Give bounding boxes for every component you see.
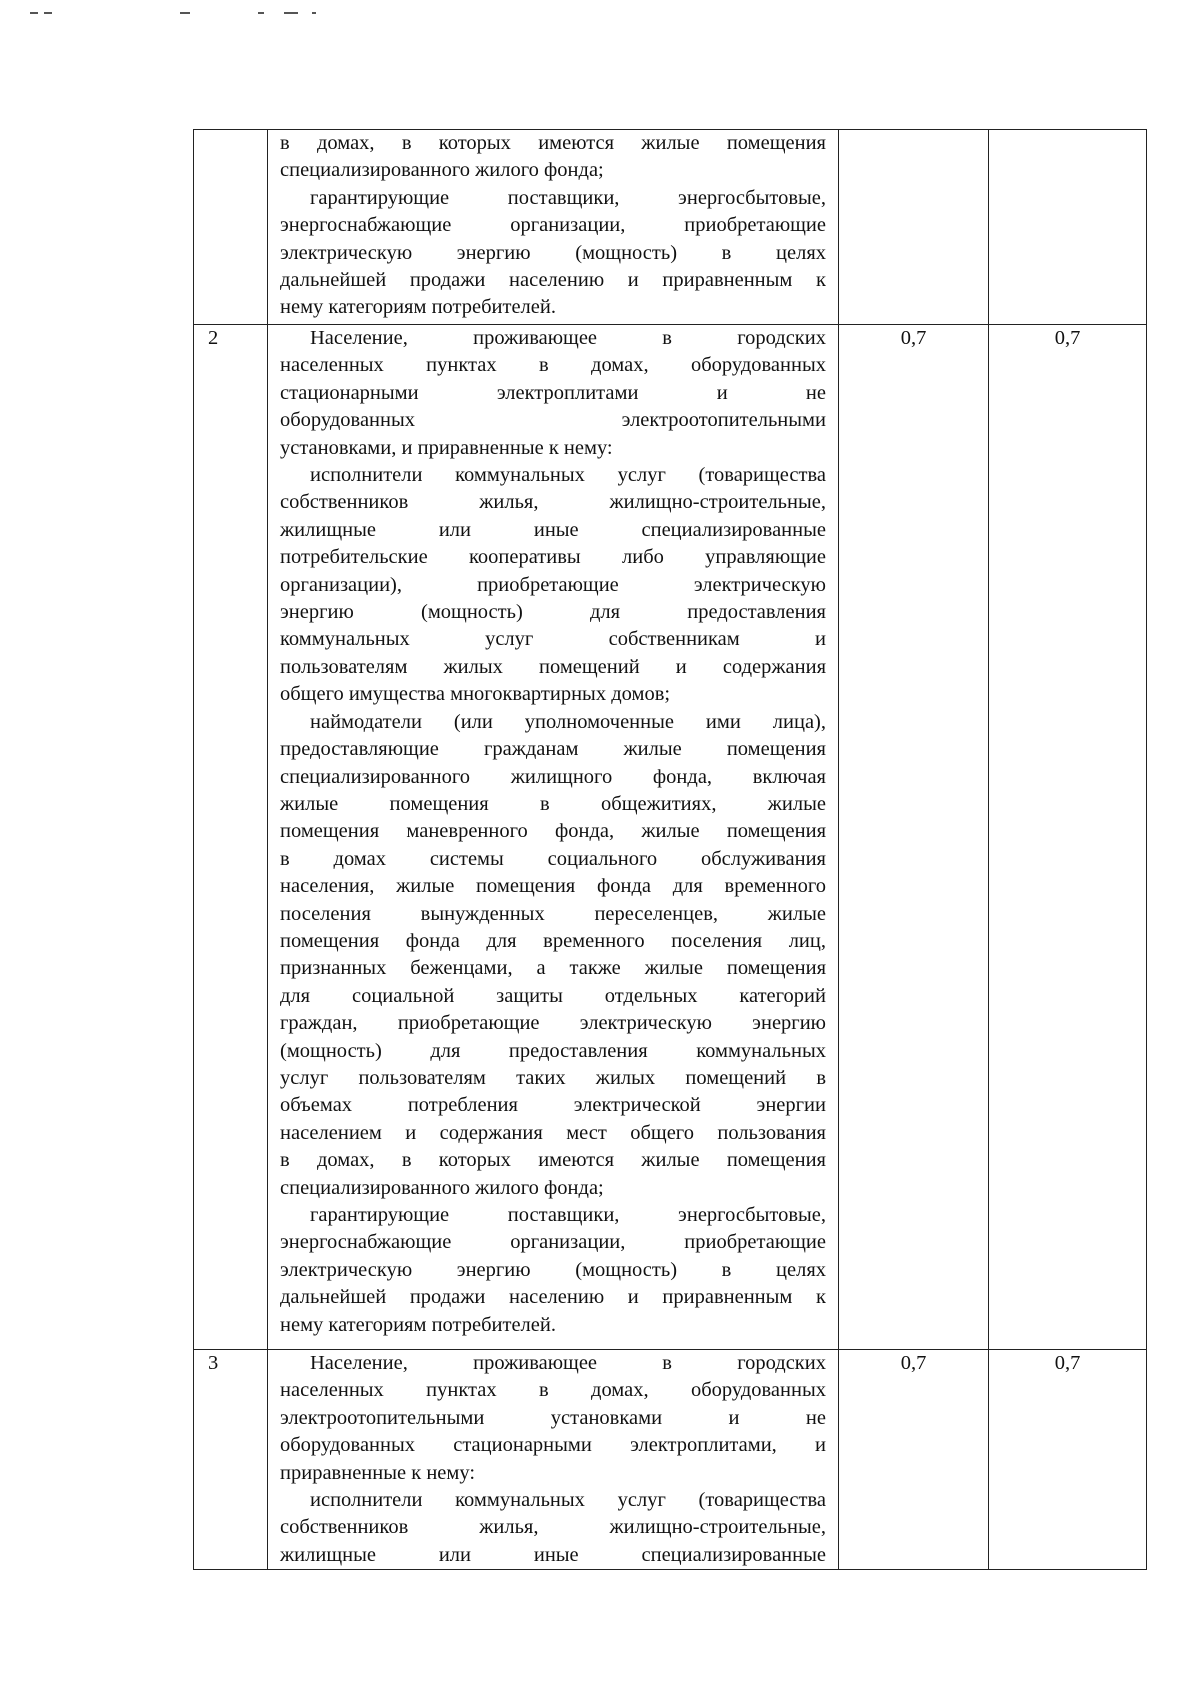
text-line: жилищные или иные специализированные	[280, 518, 826, 541]
text-line: помещения фонда для временного поселения лиц,	[280, 929, 826, 952]
table-row	[194, 1350, 1147, 1570]
text-line: энергоснабжающие организации, приобретающие	[280, 214, 826, 237]
text-line: потребительские кооперативы либо управляющие	[280, 546, 826, 569]
text-line: (мощность) для предоставления коммунальных	[280, 1039, 826, 1062]
text-line: стационарными электроплитами и не	[280, 381, 826, 404]
value-col-2	[989, 130, 1147, 325]
text-line: электрическую энергию (мощность) в целях	[280, 241, 826, 264]
table-row	[194, 130, 1147, 325]
row-description	[268, 130, 839, 325]
text-line: населенных пунктах в домах, оборудованных	[280, 1379, 826, 1402]
text-line: населенных пунктах в домах, оборудованных	[280, 354, 826, 377]
text-line: в домах, в которых имеются жилые помещения	[280, 132, 826, 154]
text-line: оборудованных электроотопительными	[280, 409, 826, 432]
text-line: нему категориям потребителей.	[280, 1313, 556, 1336]
text-line: в домах системы социального обслуживания	[280, 847, 826, 870]
text-line: жилые помещения в общежитиях, жилые	[280, 792, 826, 815]
text-line: электроотопительными установками и не	[280, 1406, 826, 1429]
text-line: Население, проживающее в городских	[310, 1352, 826, 1374]
table-body	[194, 130, 1147, 1570]
text-line: услуг пользователям таких жилых помещений в	[280, 1066, 826, 1089]
text-line: для социальной защиты отдельных категорий	[280, 984, 826, 1007]
text-line: признанных беженцами, а также жилые помещения	[280, 957, 826, 980]
row-number	[194, 130, 268, 325]
text-line: специализированного жилого фонда;	[280, 159, 604, 182]
text-line: нему категориям потребителей.	[280, 296, 556, 319]
tariff-table	[193, 129, 1147, 1570]
text-line: энергию (мощность) для предоставления	[280, 601, 826, 624]
text-line: оборудованных стационарными электроплитами, и	[280, 1434, 826, 1457]
text-line: специализированного жилого фонда;	[280, 1176, 604, 1199]
table-row	[194, 325, 1147, 1350]
text-line: в домах, в которых имеются жилые помещения	[280, 1149, 826, 1172]
value-col-1: 0,7	[839, 1350, 989, 1570]
text-line: специализированного жилищного фонда, включая	[280, 765, 826, 788]
text-line: гарантирующие поставщики, энергосбытовые,	[310, 186, 826, 209]
row-number: 2	[194, 325, 268, 1350]
text-line: поселения вынужденных переселенцев, жилые	[280, 902, 826, 925]
text-line: собственников жилья, жилищно-строительные,	[280, 1516, 826, 1539]
text-line: установками, и приравненные к нему:	[280, 436, 613, 459]
text-line: Население, проживающее в городских	[310, 327, 826, 349]
text-line: предоставляющие гражданам жилые помещения	[280, 738, 826, 761]
text-line: исполнители коммунальных услуг (товарищества	[310, 1489, 826, 1512]
text-line: исполнители коммунальных услуг (товарищества	[310, 464, 826, 487]
value-col-2: 0,7	[989, 325, 1147, 1350]
value-col-2: 0,7	[989, 1350, 1147, 1570]
text-line: энергоснабжающие организации, приобретающие	[280, 1231, 826, 1254]
text-line: населения, жилые помещения фонда для временного	[280, 875, 826, 898]
text-line: дальнейшей продажи населению и приравненным к	[280, 269, 826, 292]
row-description	[268, 1350, 839, 1570]
text-line: жилищные или иные специализированные	[280, 1543, 826, 1566]
text-line: помещения маневренного фонда, жилые помещения	[280, 820, 826, 843]
text-line: приравненные к нему:	[280, 1461, 476, 1484]
text-line: коммунальных услуг собственникам и	[280, 628, 826, 651]
text-line: электрическую энергию (мощность) в целях	[280, 1258, 826, 1281]
text-line: дальнейшей продажи населению и приравненным к	[280, 1286, 826, 1309]
text-line: собственников жилья, жилищно-строительные,	[280, 491, 826, 514]
text-line: граждан, приобретающие электрическую энергию	[280, 1012, 826, 1035]
text-line: организации), приобретающие электрическую	[280, 573, 826, 596]
text-line: гарантирующие поставщики, энергосбытовые,	[310, 1204, 826, 1226]
text-line: общего имущества многоквартирных домов;	[280, 683, 671, 706]
text-line: объемах потребления электрической энергии	[280, 1094, 826, 1117]
value-col-1	[839, 130, 989, 325]
text-line: пользователям жилых помещений и содержания	[280, 655, 826, 678]
value-col-1: 0,7	[839, 325, 989, 1350]
text-line: наймодатели (или уполномоченные ими лица),	[310, 710, 826, 733]
row-number: 3	[194, 1350, 268, 1570]
text-line: населением и содержания мест общего пользования	[280, 1121, 826, 1144]
scan-artifacts	[30, 8, 370, 18]
row-description	[268, 325, 839, 1350]
